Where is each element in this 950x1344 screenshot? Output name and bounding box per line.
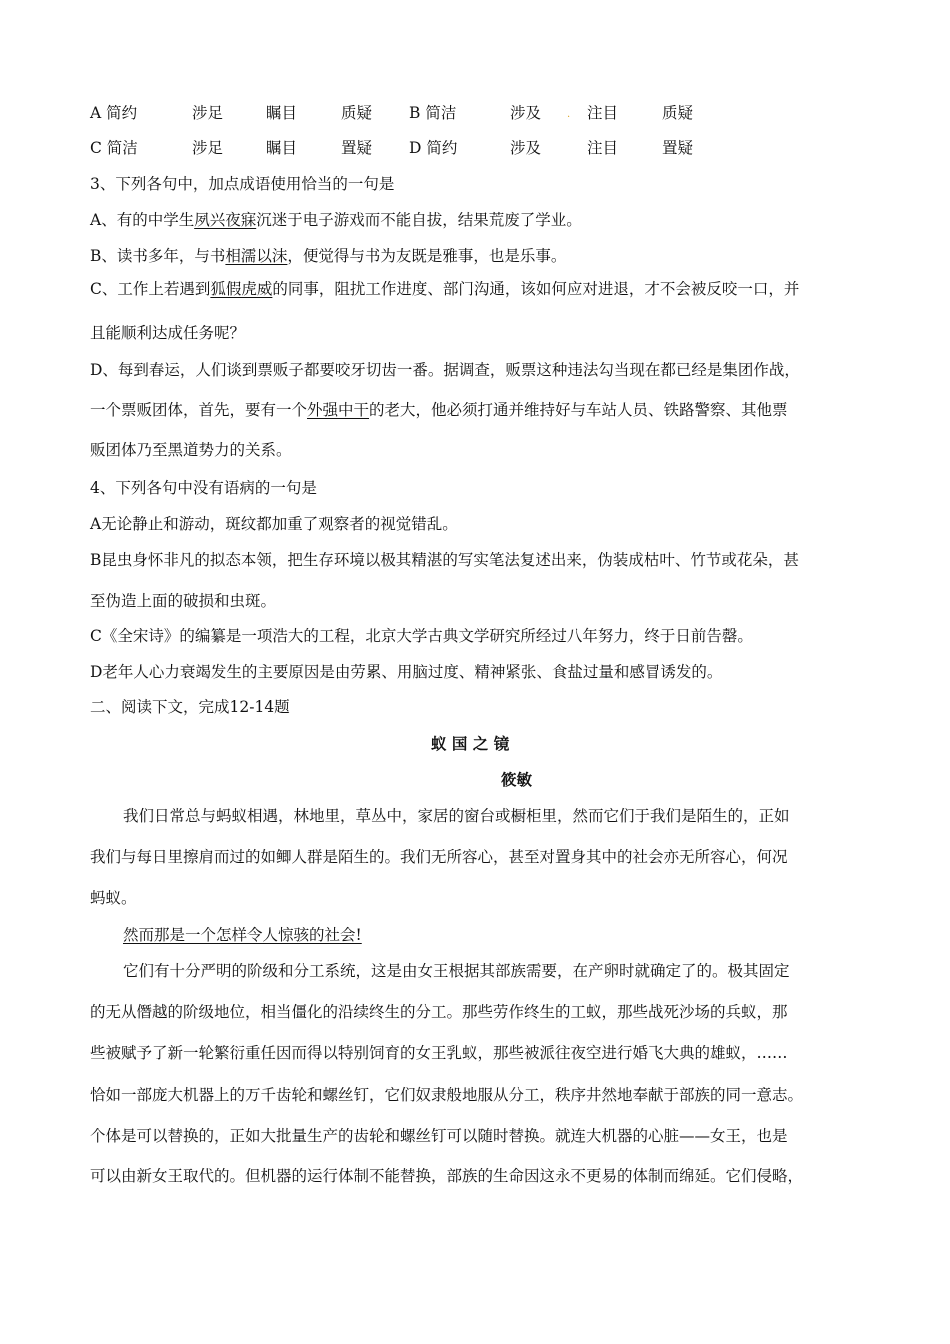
q3-d-idiom: 外强中干 <box>307 401 370 419</box>
q3-a-text-end: 沉迷于电子游戏而不能自拔，结果荒废了学业。 <box>256 211 582 229</box>
essay-p2: 然而那是一个怎样令人惊骇的社会! <box>123 926 362 944</box>
q3-option-d-line1: D、每到春运，人们谈到票贩子都要咬牙切齿一番。据调查，贩票这种违法勾当现在都已经是集团作战， <box>90 361 800 379</box>
q4-option-d: D老年人心力衰竭发生的主要原因是由劳累、用脑过度、精神紧张、食盐过量和感冒诱发的。 <box>90 663 723 681</box>
option-d-word4: 置疑 <box>662 139 694 157</box>
q3-d-text-end: 的老大，他必须打通并维持好与车站人员、铁路警察、其他票 <box>369 401 788 419</box>
q3-option-a <box>90 210 582 230</box>
q3-option-d-line3: 贩团体乃至黑道势力的关系。 <box>90 441 292 459</box>
option-a-word3: 瞩目 <box>266 104 298 122</box>
essay-p3-line1: 它们有十分严明的阶级和分工系统，这是由女王根据其部族需要，在产卵时就确定了的。极其固定 <box>123 962 790 980</box>
q3-option-d-line2 <box>90 400 788 420</box>
q4-option-b-line1: B昆虫身怀非凡的拟态本领，把生存环境以极其精湛的写实笔法复述出来，伪装成枯叶、竹节或花朵，甚 <box>90 551 799 569</box>
option-d-word2: 涉及 <box>510 139 542 157</box>
option-b-word4: 质疑 <box>662 104 694 122</box>
option-c-word4: 置疑 <box>341 139 373 157</box>
q3-b-text: B、读书多年，与书 <box>90 247 226 265</box>
option-a-word4: 质疑 <box>341 104 373 122</box>
essay-title: 蚁 国 之 镜 <box>431 734 510 753</box>
essay-p1-line2: 我们与每日里擦肩而过的如鲫人群是陌生的。我们无所容心，甚至对置身其中的社会亦无所容心，何况 <box>90 848 788 866</box>
essay-p3-line2: 的无从僭越的阶级地位，相当僵化的沿续终生的分工。那些劳作终生的工蚁，那些战死沙场的兵蚁，那 <box>90 1003 788 1021</box>
q3-option-c-line2: 且能顺利达成任务呢？ <box>90 324 246 342</box>
q3-c-text: C、工作上若遇到 <box>90 280 211 298</box>
q3-b-idiom: 相濡以沫 <box>225 247 288 265</box>
q4-stem: 4、下列各句中没有语病的一句是 <box>90 479 317 497</box>
section2-heading: 二、阅读下文，完成12-14题 <box>90 698 290 716</box>
essay-p3-line6: 可以由新女王取代的。但机器的运行体制不能替换，部族的生命因这永不更易的体制而绵延。它们侵略， <box>90 1167 804 1185</box>
essay-p3-line5: 个体是可以替换的，正如大批量生产的齿轮和螺丝钉可以随时替换。就连大机器的心脏——女王，也是 <box>90 1127 788 1145</box>
option-a-word2: 涉足 <box>192 104 224 122</box>
q3-option-c <box>90 279 799 299</box>
q3-c-idiom: 狐假虎威 <box>210 280 273 298</box>
q3-d-text: 一个票贩团体，首先，要有一个 <box>90 401 308 419</box>
q4-option-c: C《全宋诗》的编纂是一项浩大的工程，北京大学古典文学研究所经过八年努力，终于日前告罄。 <box>90 627 753 645</box>
q3-a-text: A、有的中学生 <box>90 211 195 229</box>
q3-option-b <box>90 246 566 266</box>
option-c-word3: 瞩目 <box>266 139 298 157</box>
essay-p3-line3: 些被赋予了新一轮繁衍重任因而得以特别饲育的女王乳蚁，那些被派往夜空进行婚飞大典的雄蚁，…… <box>90 1044 788 1062</box>
q4-option-a: A无论静止和游动，斑纹都加重了观察者的视觉错乱。 <box>90 515 458 533</box>
option-b-word2: 涉及 <box>510 104 542 122</box>
stray-dot-mark: . <box>567 109 571 120</box>
q3-stem: 3、下列各句中，加点成语使用恰当的一句是 <box>90 175 395 193</box>
option-a-word1: A 简约 <box>90 104 138 122</box>
q3-a-idiom: 夙兴夜寐 <box>194 211 257 229</box>
option-d-word3: 注目 <box>587 139 619 157</box>
option-d-word1: D 简约 <box>409 139 458 157</box>
q3-c-text-end: 的同事，阻扰工作进度、部门沟通，该如何应对进退，才不会被反咬一口，并 <box>272 280 800 298</box>
option-c-word1: C 简洁 <box>90 139 138 157</box>
essay-p3-line4: 恰如一部庞大机器上的万千齿轮和螺丝钉，它们奴隶般地服从分工，秩序井然地奉献于部族的同一意志。 <box>90 1086 804 1104</box>
essay-p1-line1: 我们日常总与蚂蚁相遇，林地里，草丛中，家居的窗台或橱柜里，然而它们于我们是陌生的，正如 <box>123 807 790 825</box>
option-b-word3: 注目 <box>587 104 619 122</box>
q4-option-b-line2: 至伪造上面的破损和虫斑。 <box>90 592 277 610</box>
essay-p1-line3: 蚂蚁。 <box>90 889 137 907</box>
essay-author: 筱敏 <box>501 770 533 789</box>
q3-b-text-end: ，便觉得与书为友既是雅事，也是乐事。 <box>287 247 567 265</box>
option-b-word1: B 简洁 <box>409 104 457 122</box>
option-c-word2: 涉足 <box>192 139 224 157</box>
